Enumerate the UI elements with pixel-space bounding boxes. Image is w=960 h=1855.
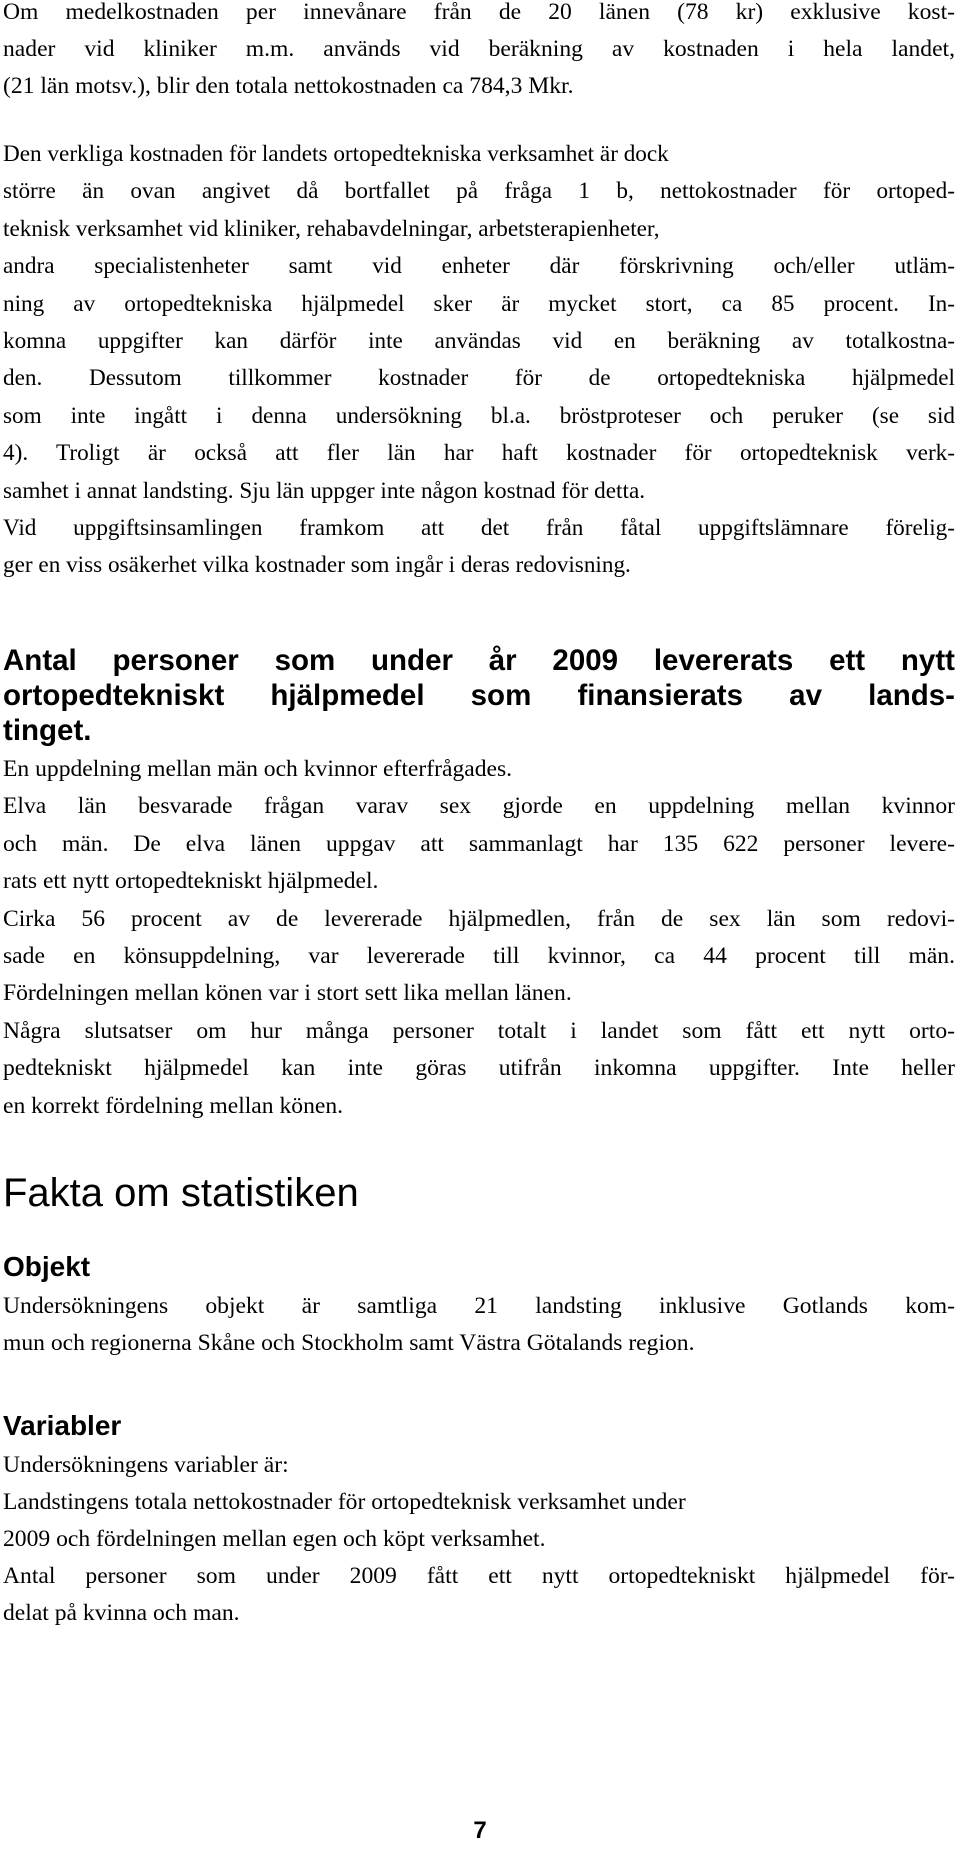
persons-line: en korrekt fördelning mellan könen. (3, 1092, 344, 1119)
cost-line: Den verkliga kostnaden för landets ortopedtekniska verksamhet är dock (3, 141, 669, 167)
facts-heading: Fakta om statistiken (3, 1170, 359, 1215)
cost-line: samhet i annat landsting. Sju län uppger inte någon kostnad för detta. (3, 477, 646, 504)
persons-line: och män. De elva länen uppgav att sammanlagt har 135 622 personer levere- (3, 830, 955, 857)
persons-line: rats ett nytt ortopedtekniskt hjälpmedel. (3, 868, 379, 895)
variabler-line: delat på kvinna och man. (3, 1599, 240, 1626)
facts-section (3, 1171, 955, 1632)
cost-line: större än ovan angivet då bortfallet på fråga 1 b, nettokostnader för ortoped- (3, 178, 955, 205)
variabler-line: Antal personer som under 2009 fått ett nytt ortopedtekniskt hjälpmedel för- (3, 1562, 955, 1589)
persons-line: En uppdelning mellan män och kvinnor efterfrågades. (3, 755, 513, 782)
cost-line: ger en viss osäkerhet vilka kostnader som ingår i deras redovisning. (3, 552, 631, 579)
persons-line: Fördelningen mellan könen var i stort sett lika mellan länen. (3, 980, 572, 1007)
cost-line: andra specialistenheter samt vid enheter där förskrivning och/eller utläm- (3, 253, 955, 280)
page-content (3, 0, 955, 1626)
objekt-line: mun och regionerna Skåne och Stockholm samt Västra Götalands region. (3, 1329, 695, 1356)
intro-line: (21 län motsv.), blir den totala nettokostnaden ca 784,3 Mkr. (3, 73, 574, 99)
persons-heading (3, 643, 955, 748)
persons-section (3, 643, 955, 1125)
variabler-heading: Variabler (3, 1409, 122, 1441)
persons-line: Elva län besvarade frågan varav sex gjorde en uppdelning mellan kvinnor (3, 793, 955, 820)
cost-line: komna uppgifter kan därför inte användas vid en beräkning av totalkostna- (3, 328, 955, 355)
objekt-line: Undersökningens objekt är samtliga 21 landsting inklusive Gotlands kom- (3, 1292, 955, 1319)
cost-line: den. Dessutom tillkommer kostnader för de ortopedtekniska hjälpmedel (3, 365, 955, 392)
objekt-paragraph (3, 1288, 955, 1362)
cost-line: som inte ingått i denna undersökning bl.a. bröstproteser och peruker (se sid (3, 402, 955, 429)
variabler-line: Landstingens totala nettokostnader för ortopedteknisk verksamhet under (3, 1488, 686, 1515)
intro-paragraph (3, 0, 955, 105)
variabler-paragraph (3, 1447, 955, 1632)
persons-line: Några slutsatser om hur många personer totalt i landet som fått ett nytt orto- (3, 1017, 955, 1044)
page-number: 7 (473, 1817, 487, 1844)
persons-line: Cirka 56 procent av de levererade hjälpmedlen, från de sex län som redovi- (3, 905, 955, 932)
intro-line: nader vid kliniker m.m. används vid beräkning av kostnaden i hela landet, (3, 36, 955, 62)
persons-heading-line: Antal personer som under år 2009 levererats ett nytt (3, 643, 955, 677)
persons-paragraph (3, 751, 955, 1125)
variabler-line: 2009 och fördelningen mellan egen och köpt verksamhet. (3, 1525, 546, 1552)
persons-heading-line: ortopedtekniskt hjälpmedel som finansierats av lands- (3, 678, 955, 712)
cost-line: teknisk verksamhet vid kliniker, rehabavdelningar, arbetsterapienheter, (3, 215, 660, 242)
cost-line: ning av ortopedtekniska hjälpmedel sker är mycket stort, ca 85 procent. In- (3, 290, 955, 317)
intro-line: Om medelkostnaden per innevånare från de 20 länen (78 kr) exklusive kost- (3, 0, 955, 25)
cost-line: Vid uppgiftsinsamlingen framkom att det från fåtal uppgiftslämnare förelig- (3, 515, 955, 542)
objekt-heading: Objekt (3, 1250, 91, 1282)
cost-line: 4). Troligt är också att fler län har haft kostnader för ortopedteknisk verk- (3, 440, 955, 467)
variabler-line: Undersökningens variabler är: (3, 1451, 289, 1478)
persons-line: sade en könsuppdelning, var levererade till kvinnor, ca 44 procent till män. (3, 942, 955, 969)
cost-paragraph (3, 136, 955, 585)
persons-heading-line: tinget. (3, 713, 92, 747)
persons-line: pedtekniskt hjälpmedel kan inte göras utifrån inkomna uppgifter. Inte heller (3, 1055, 955, 1082)
